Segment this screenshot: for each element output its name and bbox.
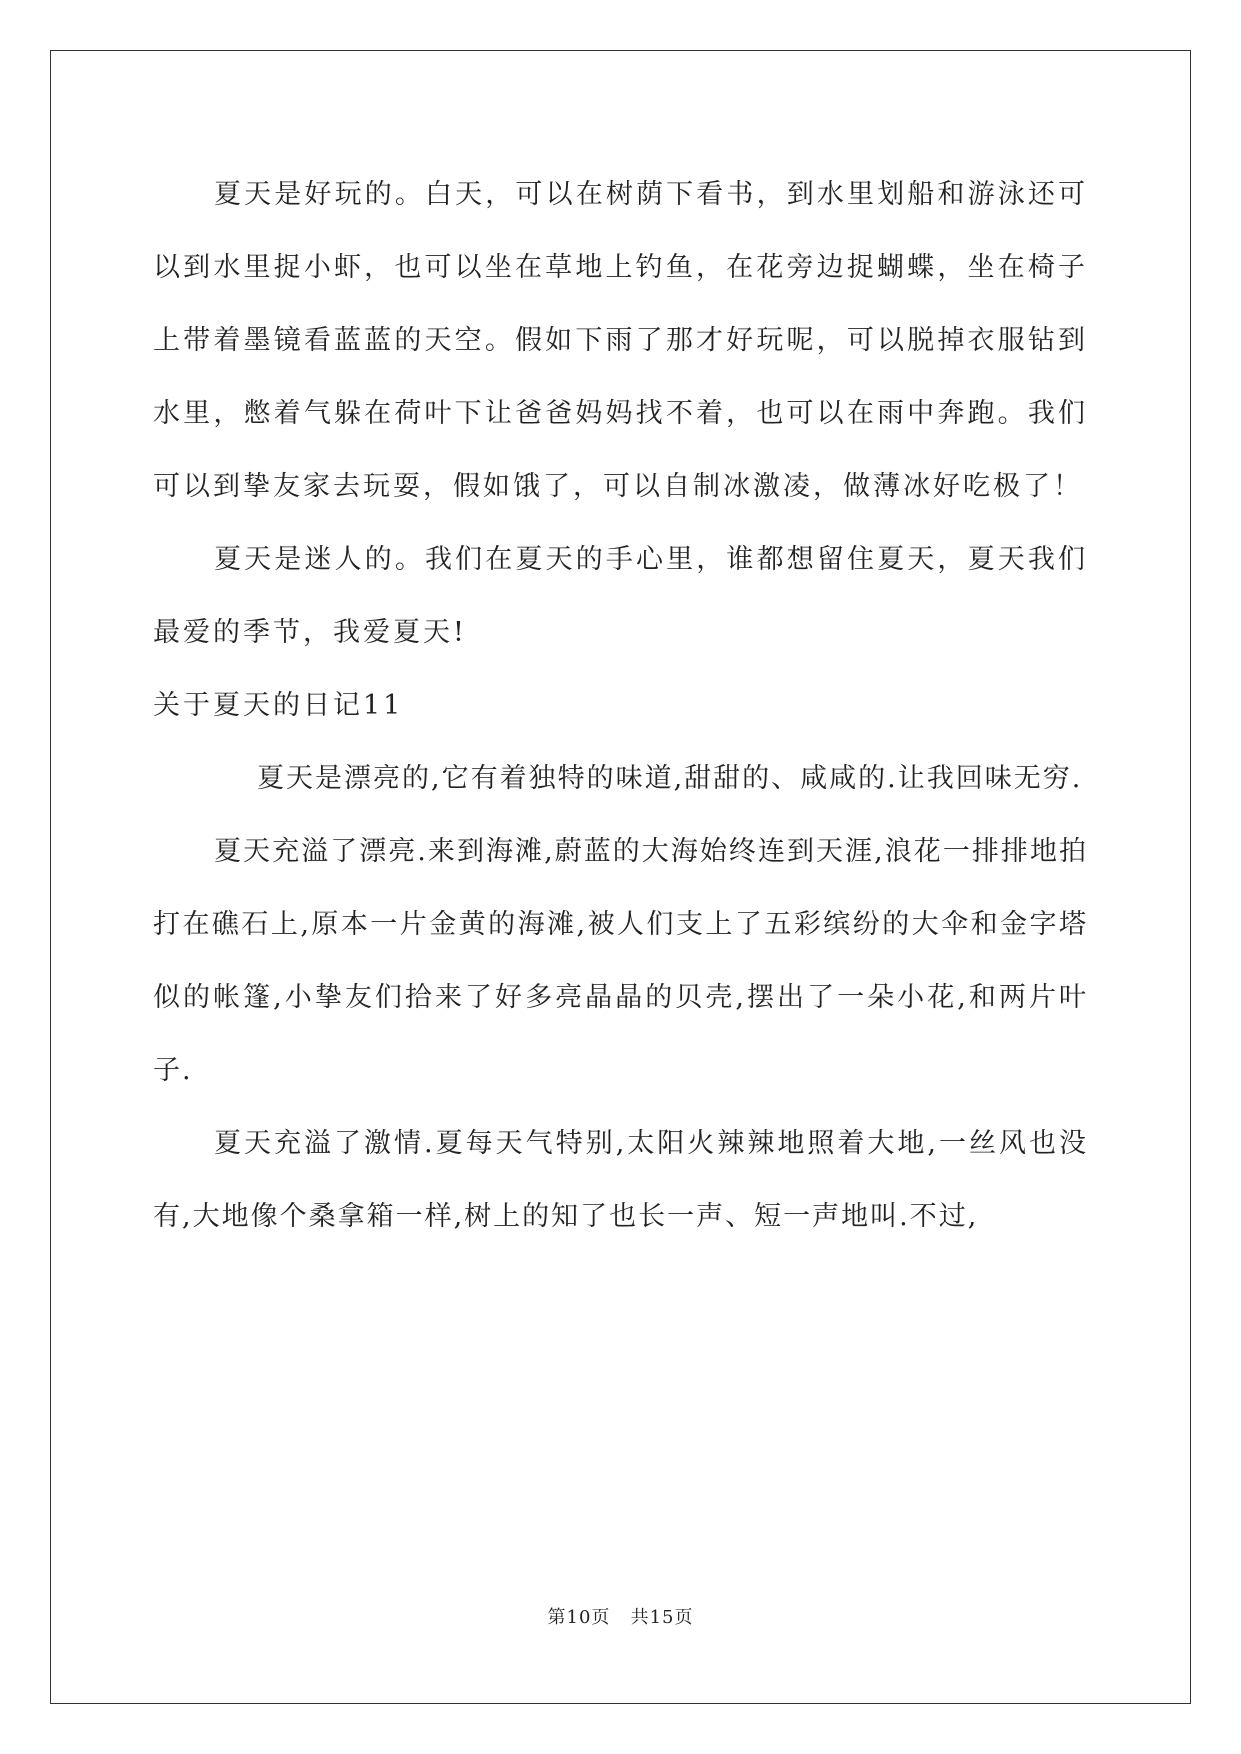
- paragraph-summer-passion: 夏天充溢了激情.夏每天气特别,太阳火辣辣地照着大地,一丝风也没有,大地像个桑拿箱一样,树上的知了也长一声、短一声地叫.不过,: [153, 1128, 1088, 1232]
- paragraph-summer-beach: 夏天充溢了漂亮.来到海滩,蔚蓝的大海始终连到天涯,浪花一排排地拍打在礁石上,原本一片金黄的海滩,被人们支上了五彩缤纷的大伞和金字塔似的帐篷,小挚友们拾来了好多亮晶晶的贝壳,摆出了一朵小花,和两片叶子.: [153, 836, 1088, 1086]
- diary-heading: 关于夏天的日记11: [153, 690, 404, 721]
- page-number-footer: 第10页 共15页: [547, 1607, 694, 1628]
- paragraph-summer-charming: 夏天是迷人的。我们在夏天的手心里，谁都想留住夏天，夏天我们最爱的季节，我爱夏天!: [153, 544, 1088, 648]
- paragraph-summer-beautiful: 夏天是漂亮的,它有着独特的味道,甜甜的、咸咸的.让我回味无穷.: [257, 763, 1083, 794]
- paragraph-summer-fun: 夏天是好玩的。白天，可以在树荫下看书，到水里划船和游泳还可以到水里捉小虾，也可以坐在草地上钓鱼，在花旁边捉蝴蝶，坐在椅子上带着墨镜看蓝蓝的天空。假如下雨了那才好玩呢，可以脱掉衣服钻到水里，憋着气躲在荷叶下让爸爸妈妈找不着，也可以在雨中奔跑。我们可以到挚友家去玩耍，假如饿了，可以自制冰激凌，做薄冰好吃极了！: [153, 179, 1088, 502]
- document-body: [153, 158, 1088, 1253]
